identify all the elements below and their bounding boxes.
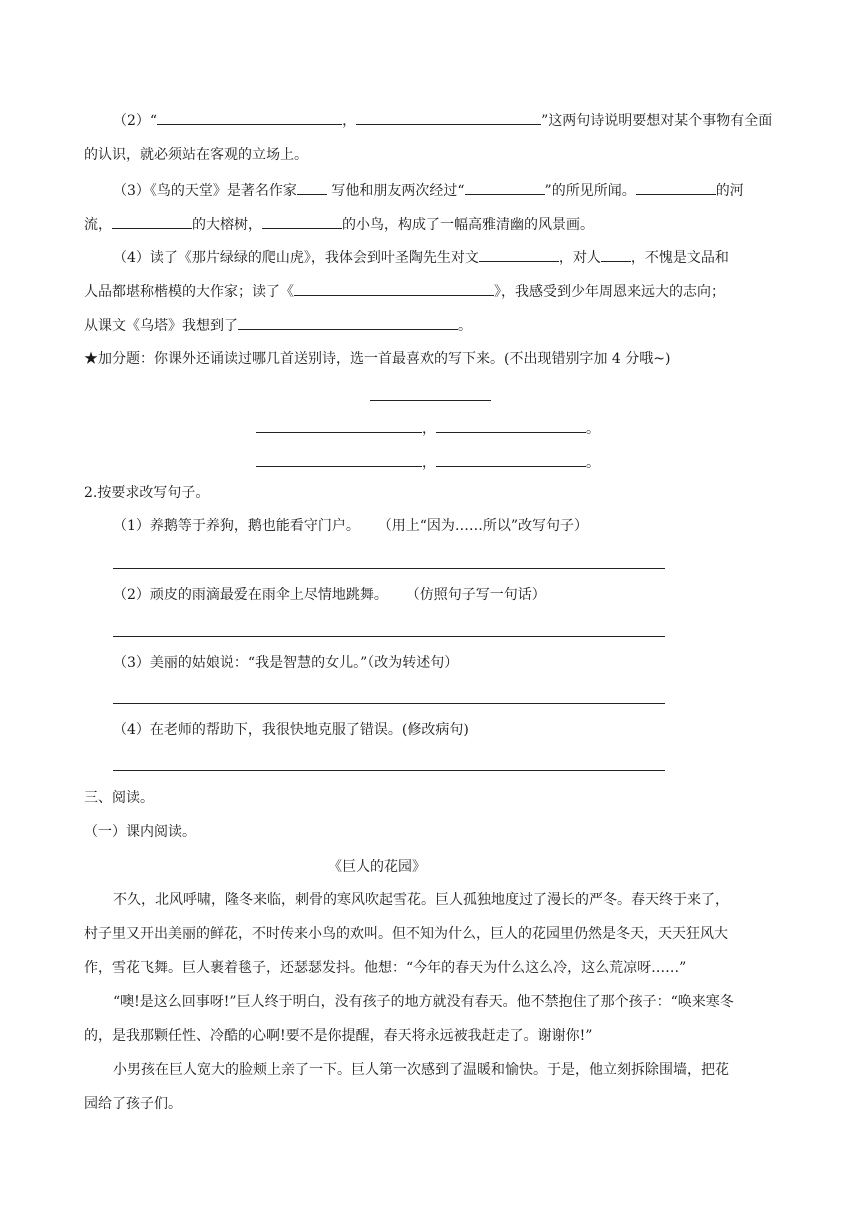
question-2-2-continued: 的认识，就必须站在客观的立场上。: [84, 147, 308, 163]
answer-line[interactable]: [113, 770, 665, 771]
passage-line: “噢!是这么回事呀!”巨人终于明白，没有孩子的地方就没有春天。他不禁抱住了那个孩子：“唤来寒冬: [113, 994, 734, 1010]
question-text: 》，我感受到少年周恩来远大的志向；: [494, 284, 725, 300]
question-text: ，对人: [558, 250, 601, 266]
answer-line[interactable]: [113, 636, 665, 637]
poem-period: 。: [586, 421, 600, 437]
question-text: 流，: [84, 217, 112, 233]
question-text: 的大榕树，: [192, 217, 262, 233]
answer-blank[interactable]: [636, 180, 716, 195]
poem-period: 。: [586, 455, 600, 471]
answer-blank[interactable]: [262, 214, 342, 229]
answer-blank[interactable]: [238, 315, 458, 330]
answer-blank[interactable]: [356, 110, 541, 125]
bonus-question: ★加分题：你课外还诵读过哪几首送别诗，选一首最喜欢的写下来。(不出现错别字加 4 分哦~): [84, 351, 671, 367]
rewrite-heading: 2.按要求改写句子。: [84, 485, 210, 501]
rewrite-item-3: （3）美丽的姑娘说：“我是智慧的女儿。”（改为转述句）: [113, 655, 459, 671]
question-2-4-continued: [84, 281, 725, 301]
rewrite-item-2: （2）顽皮的雨滴最爱在雨伞上尽情地跳舞。 （仿照句子写一句话）: [113, 587, 546, 603]
question-text: ”的所见所闻。: [544, 183, 636, 199]
answer-blank[interactable]: [256, 452, 422, 467]
passage-line: 作，雪花飞舞。巨人裹着毯子，还瑟瑟发抖。他想：“今年的春天为什么这么冷，这么荒凉呀……”: [84, 960, 687, 976]
poem-line-2: [256, 452, 600, 473]
question-text: （2）“: [113, 113, 158, 129]
passage-line: 园给了孩子们。: [84, 1096, 182, 1112]
passage-title: 《巨人的花园》: [328, 859, 426, 875]
answer-blank[interactable]: [436, 452, 586, 467]
answer-blank[interactable]: [479, 247, 559, 262]
passage-line: 小男孩在巨人宽大的脸颊上亲了一下。巨人第一次感到了温暖和愉快。于是，他立刻拆除围墙，把花: [113, 1062, 729, 1078]
question-2-3: [113, 180, 744, 200]
question-text: 写他和朋友两次经过“: [326, 183, 465, 199]
question-text: （3）《鸟的天堂》是著名作家: [113, 183, 297, 199]
question-2-4: [113, 247, 729, 267]
answer-blank[interactable]: [601, 247, 631, 262]
rewrite-item-4: （4）在老师的帮助下，我很快地克服了错误。(修改病句): [113, 722, 469, 738]
question-text: 的小鸟，构成了一幅高雅清幽的风景画。: [342, 217, 594, 233]
question-2-2: [113, 110, 772, 130]
question-text: 。: [458, 318, 472, 334]
question-text: 的河: [715, 183, 744, 199]
passage-line: 村子里又开出美丽的鲜花，不时传来小鸟的欢叫。但不知为什么，巨人的花园里仍然是冬天，天天狂风大: [84, 926, 728, 942]
question-text: （4）读了《那片绿绿的爬山虎》，我体会到叶圣陶先生对文: [113, 250, 479, 266]
answer-blank[interactable]: [465, 180, 545, 195]
question-text: 从课文《乌塔》我想到了: [84, 318, 238, 334]
rewrite-item-1: （1）养鹅等于养狗，鹅也能看守门户。 （用上“因为……所以”改写句子）: [113, 518, 589, 534]
question-text: ”这两句诗说明要想对某个事物有全面: [541, 113, 773, 129]
answer-line[interactable]: [113, 568, 665, 569]
answer-blank[interactable]: [297, 180, 327, 195]
question-2-4-continued-2: [84, 315, 472, 335]
poem-line-1: [256, 418, 600, 439]
passage-line: 不久，北风呼啸，隆冬来临，刺骨的寒风吹起雪花。巨人孤独地度过了漫长的严冬。春天终于来了，: [113, 892, 729, 908]
reading-subheading: （一）课内阅读。: [84, 824, 196, 840]
poem-comma: ，: [422, 455, 436, 471]
passage-line: 的，是我那颗任性、冷酷的心啊!要不是你提醒，春天将永远被我赶走了。谢谢你!”: [84, 1028, 593, 1044]
question-text: ，不愧是文品和: [630, 250, 729, 266]
reading-heading: 三、阅读。: [84, 790, 154, 806]
poem-comma: ，: [422, 421, 436, 437]
poem-title-blank[interactable]: [370, 400, 491, 401]
answer-blank[interactable]: [157, 110, 342, 125]
answer-blank[interactable]: [436, 418, 586, 433]
question-text: ，: [342, 113, 357, 129]
question-text: 人品都堪称楷模的大作家；读了《: [84, 284, 294, 300]
answer-line[interactable]: [113, 703, 665, 704]
answer-blank[interactable]: [294, 281, 494, 296]
question-2-3-continued: [84, 214, 594, 234]
answer-blank[interactable]: [112, 214, 192, 229]
answer-blank[interactable]: [256, 418, 422, 433]
